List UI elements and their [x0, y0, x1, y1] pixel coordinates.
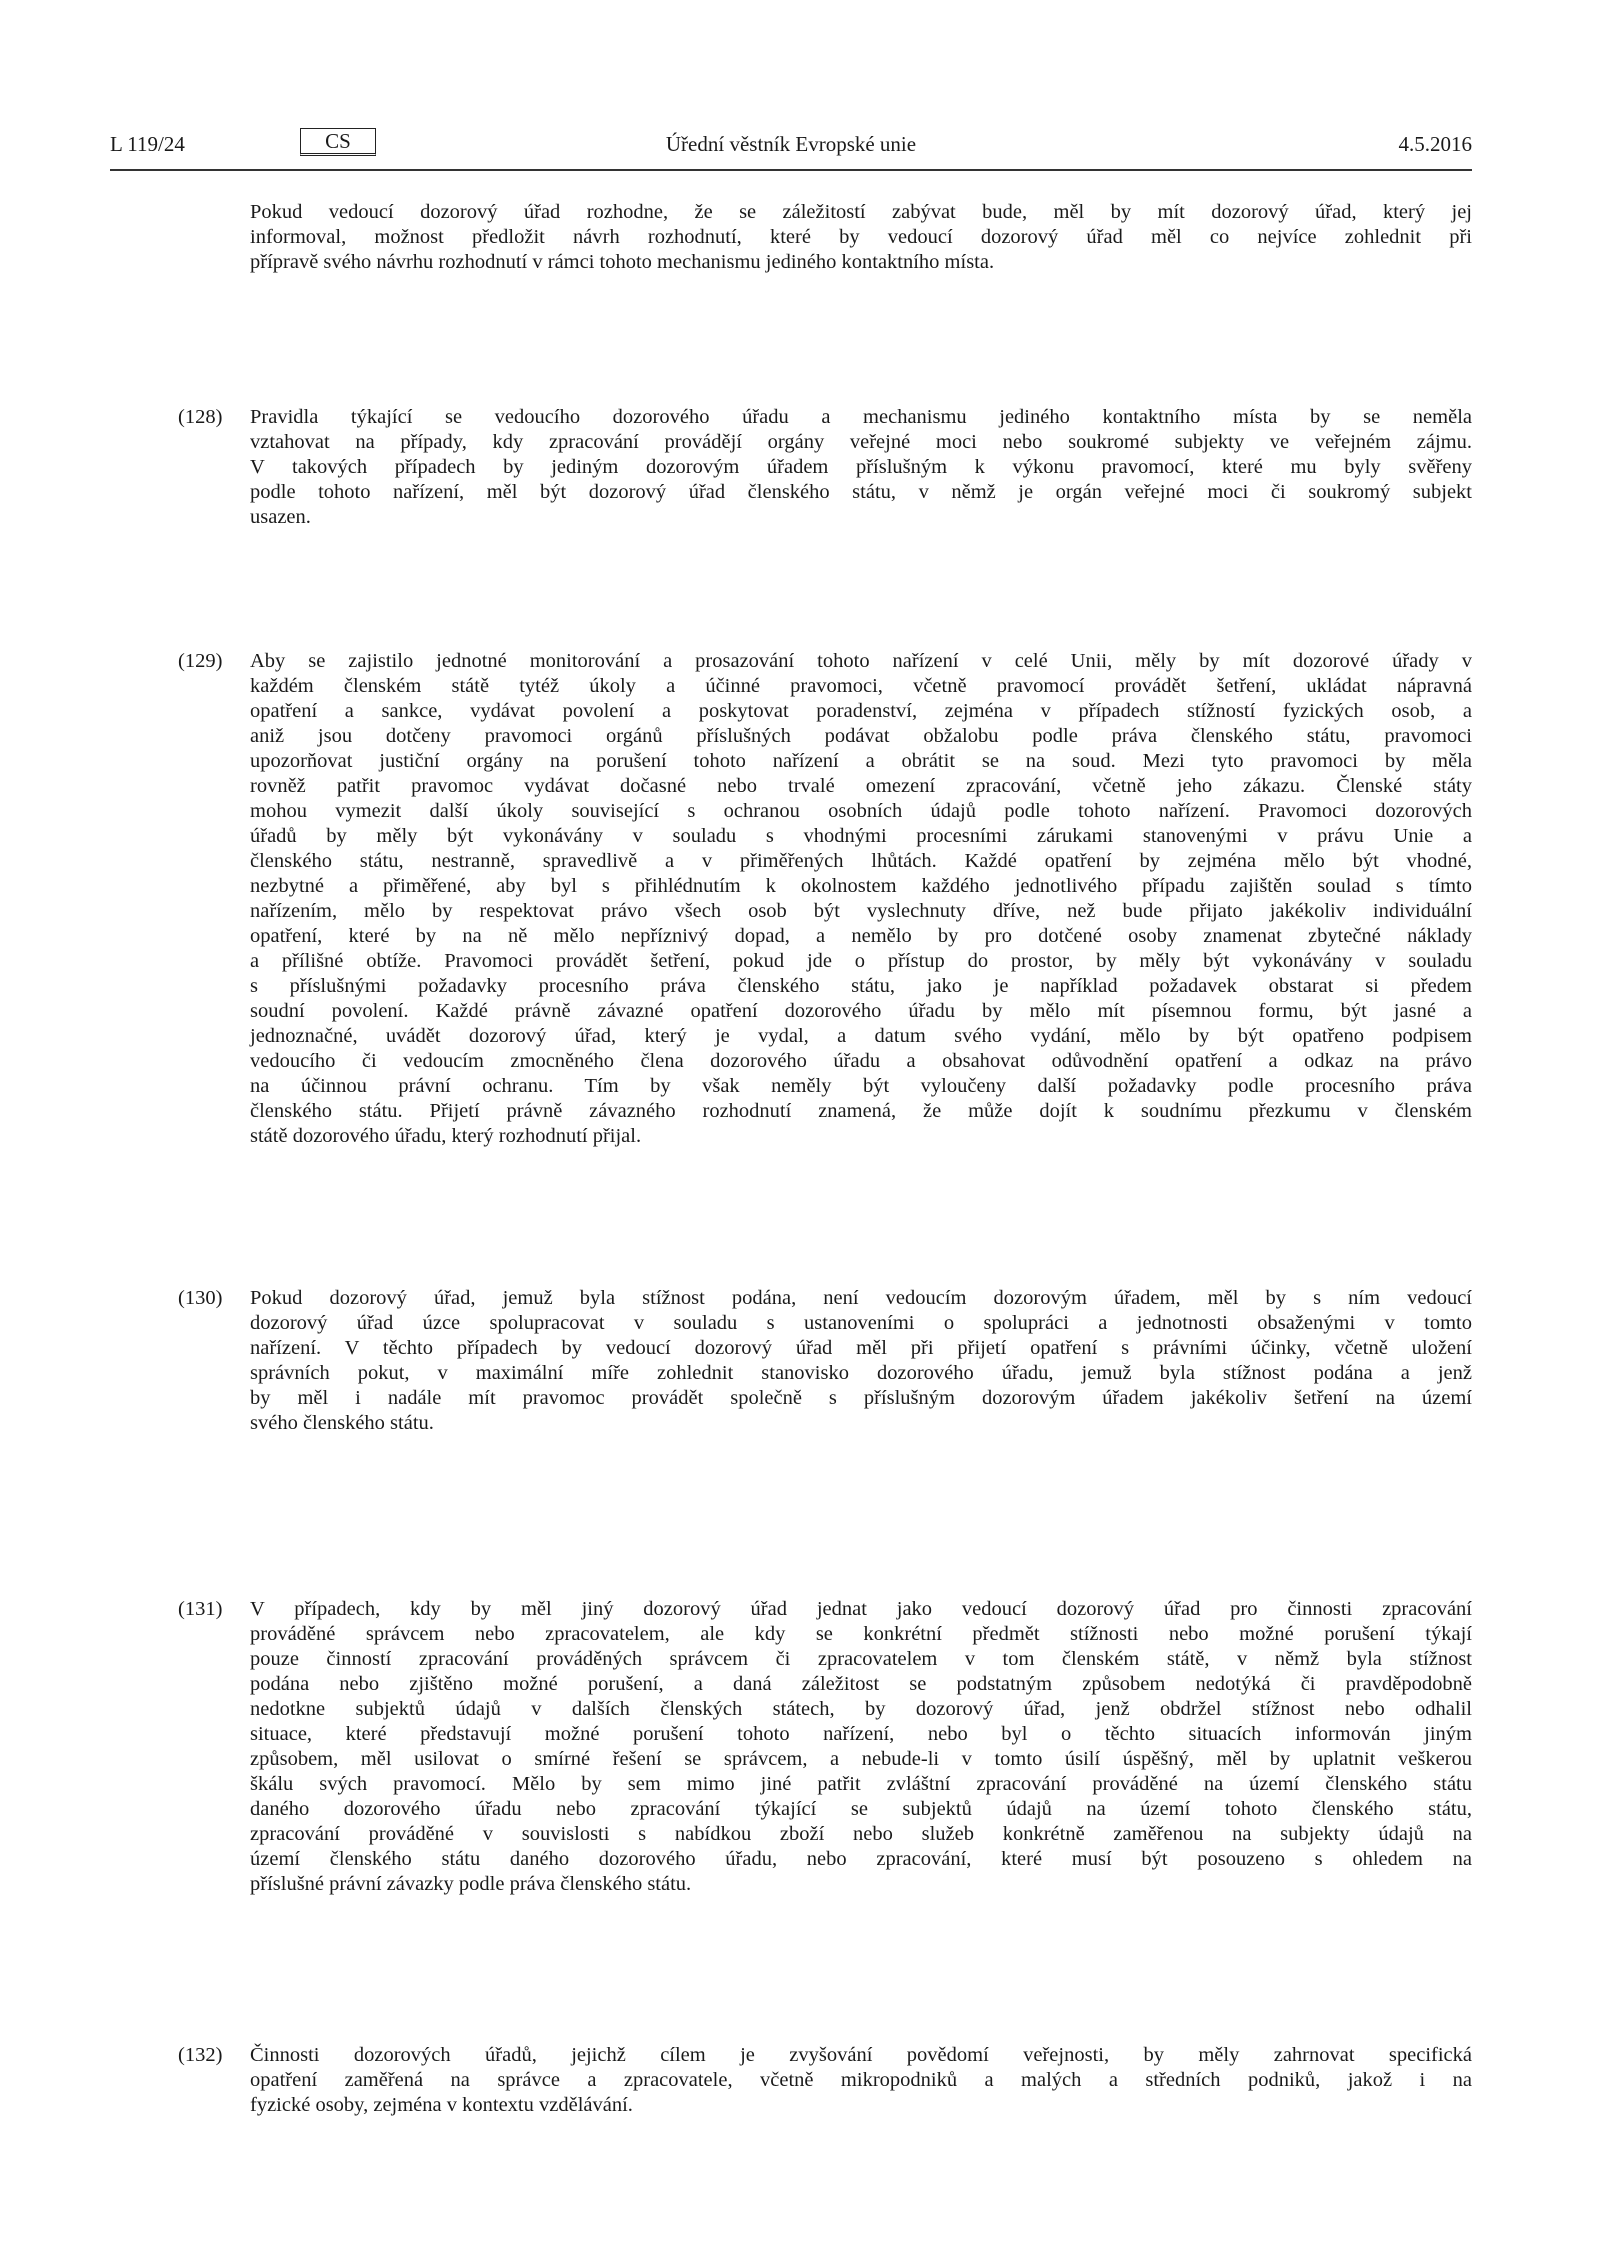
recital-number: (131)	[178, 1598, 223, 1620]
text-line: by měl i nadále mít pravomoc provádět společně s příslušným dozorovým úřadem jakékoliv šetření na území	[250, 1387, 1472, 1409]
recital-number: (128)	[178, 406, 223, 428]
text-line: s příslušnými požadavky procesního práva členského státu, jako je například požadavek obstarat si předem	[250, 975, 1472, 997]
text-line: V takových případech by jediným dozorovým úřadem příslušným k výkonu pravomocí, které mu byly svěřeny	[250, 456, 1472, 478]
recital-text	[250, 1286, 1472, 1436]
journal-title: Úřední věstník Evropské unie	[665, 132, 917, 156]
text-line: aniž jsou dotčeny pravomoci orgánů příslušných podávat obžalobu podle práva členského státu, pravomoci	[250, 725, 1472, 747]
text-line: každém členském státě tytéž úkoly a účinné pravomoci, včetně pravomocí provádět šetření, ukládat nápravná	[250, 675, 1472, 697]
text-line: mohou vymezit další úkoly související s ochranou osobních údajů podle tohoto nařízení. Pravomoci dozorových	[250, 800, 1472, 822]
text-line: nezbytné a přiměřené, aby byl s přihlédnutím k okolnostem každého jednotlivého případu zajištěn soulad s tímto	[250, 875, 1472, 897]
text-line: opatření zaměřená na správce a zpracovatele, včetně mikropodniků a malých a středních podniků, jakož i na	[250, 2069, 1472, 2091]
text-line: škálu svých pravomocí. Mělo by sem mimo jiné patřit zvláštní zpracování prováděné na území členského státu	[250, 1773, 1472, 1795]
text-line: přípravě svého návrhu rozhodnutí v rámci tohoto mechanismu jediného kontaktního místa.	[250, 251, 995, 273]
text-line: usazen.	[250, 506, 311, 528]
text-line: státě dozorového úřadu, který rozhodnutí přijal.	[250, 1125, 642, 1147]
recital-number: (130)	[178, 1287, 223, 1309]
recital-text	[250, 200, 1472, 275]
text-line: nařízením, mělo by respektovat právo všech osob být vyslechnuty dříve, než bude přijato jakékoliv individuální	[250, 900, 1472, 922]
text-line: území členského státu daného dozorového úřadu, nebo zpracování, které musí být posouzeno s ohledem na	[250, 1848, 1472, 1870]
text-line: nedotkne subjektů údajů v dalších členských státech, by dozorový úřad, jenž obdržel stížnost nebo odhalil	[250, 1698, 1472, 1720]
text-line: opatření, které by na ně mělo nepříznivý dopad, a nemělo by pro dotčené osoby znamenat zbytečné náklady	[250, 925, 1472, 947]
text-line: Pokud dozorový úřad, jemuž byla stížnost podána, není vedoucím dozorovým úřadem, měl by s ním vedoucí	[250, 1287, 1472, 1309]
text-line: vedoucího či vedoucím zmocněného člena dozorového úřadu a obsahovat odůvodnění opatření a odkaz na právo	[250, 1050, 1472, 1072]
header-divider	[110, 169, 1472, 171]
text-line: správních pokut, v maximální míře zohlednit stanovisko dozorového úřadu, jemuž byla stížnost podána a jenž	[250, 1362, 1472, 1384]
text-line: a přílišné obtíže. Pravomoci provádět šetření, pokud jde o přístup do prostor, by měly být vykonávány v souladu	[250, 950, 1472, 972]
publication-date: 4.5.2016	[1398, 132, 1472, 156]
text-line: nařízení. V těchto případech by vedoucí dozorový úřad měl při přijetí opatření s právními účinky, včetně uložení	[250, 1337, 1472, 1359]
recital-text	[250, 2043, 1472, 2118]
text-line: rovněž patřit pravomoc vydávat dočasné nebo trvalé omezení zpracování, včetně jeho zákazu. Členské státy	[250, 775, 1472, 797]
text-line: daného dozorového úřadu nebo zpracování týkající se subjektů údajů na území tohoto členského státu,	[250, 1798, 1472, 1820]
text-line: prováděné správcem nebo zpracovatelem, ale kdy se konkrétní předmět stížnosti nebo možné porušení týkají	[250, 1623, 1472, 1645]
recital-text	[250, 405, 1472, 530]
text-line: členského státu, nestranně, spravedlivě a v přiměřených lhůtách. Každé opatření by zejména mělo být vhodné,	[250, 850, 1472, 872]
journal-reference: L 119/24	[110, 132, 185, 156]
text-line: Činnosti dozorových úřadů, jejichž cílem je zvyšování povědomí veřejnosti, by měly zahrnovat specifická	[250, 2044, 1472, 2066]
text-line: způsobem, měl usilovat o smírné řešení se správcem, a nebude-li v tomto úsilí úspěšný, měl by uplatnit veškerou	[250, 1748, 1472, 1770]
text-line: Pravidla týkající se vedoucího dozorového úřadu a mechanismu jediného kontaktního místa by se neměla	[250, 406, 1472, 428]
text-line: na účinnou právní ochranu. Tím by však neměly být vyloučeny další požadavky podle procesního práva	[250, 1075, 1472, 1097]
text-line: zpracování prováděné v souvislosti s nabídkou zboží nebo služeb konkrétně zaměřenou na subjekty údajů na	[250, 1823, 1472, 1845]
text-line: upozorňovat justiční orgány na porušení tohoto nařízení a obrátit se na soud. Mezi tyto pravomoci by měla	[250, 750, 1472, 772]
text-line: soudní povolení. Každé právně závazné opatření dozorového úřadu by mělo mít písemnou formu, být jasné a	[250, 1000, 1472, 1022]
text-line: fyzické osoby, zejména v kontextu vzdělávání.	[250, 2094, 633, 2116]
text-line: Aby se zajistilo jednotné monitorování a prosazování tohoto nařízení v celé Unii, měly by mít dozorové úřady v	[250, 650, 1472, 672]
text-line: vztahovat na případy, kdy zpracování provádějí orgány veřejné moci nebo soukromé subjekty ve veřejném zájmu.	[250, 431, 1472, 453]
text-line: dozorový úřad úzce spolupracovat v souladu s ustanoveními o spolupráci a jednotnosti obsaženými v tomto	[250, 1312, 1472, 1334]
text-line: opatření a sankce, vydávat povolení a poskytovat poradenství, zejména v případech stížností fyzických osob, a	[250, 700, 1472, 722]
language-code-box: CS	[300, 128, 376, 156]
text-line: členského státu. Přijetí právně závazného rozhodnutí znamená, že může dojít k soudnímu přezkumu v členském	[250, 1100, 1472, 1122]
text-line: informoval, možnost předložit návrh rozhodnutí, které by vedoucí dozorový úřad měl co nejvíce zohlednit při	[250, 226, 1472, 248]
text-line: Pokud vedoucí dozorový úřad rozhodne, že se záležitostí zabývat bude, měl by mít dozorový úřad, který jej	[250, 201, 1472, 223]
text-line: podle tohoto nařízení, měl být dozorový úřad členského státu, v němž je orgán veřejné moci či soukromý subjekt	[250, 481, 1472, 503]
text-line: úřadů by měly být vykonávány v souladu s vhodnými procesními zárukami stanovenými v právu Unie a	[250, 825, 1472, 847]
text-line: V případech, kdy by měl jiný dozorový úřad jednat jako vedoucí dozorový úřad pro činnosti zpracování	[250, 1598, 1472, 1620]
text-line: příslušné právní závazky podle práva členského státu.	[250, 1873, 692, 1895]
page-header	[110, 128, 1472, 164]
text-line: svého členského státu.	[250, 1412, 434, 1434]
recital-text	[250, 1597, 1472, 1897]
recital-number: (132)	[178, 2044, 223, 2066]
text-line: podána nebo zjištěno možné porušení, a daná záležitost se podstatným způsobem nedotýká či pravděpodobně	[250, 1673, 1472, 1695]
recital-number: (129)	[178, 650, 223, 672]
text-line: jednoznačné, uvádět dozorový úřad, který je vydal, a datum svého vydání, mělo by být opatřeno podpisem	[250, 1025, 1472, 1047]
text-line: pouze činností zpracování prováděných správcem či zpracovatelem v tom členském státě, v němž byla stížnost	[250, 1648, 1472, 1670]
text-line: situace, které představují možné porušení tohoto nařízení, nebo byl o těchto situacích informován jiným	[250, 1723, 1472, 1745]
recital-text	[250, 649, 1472, 1149]
